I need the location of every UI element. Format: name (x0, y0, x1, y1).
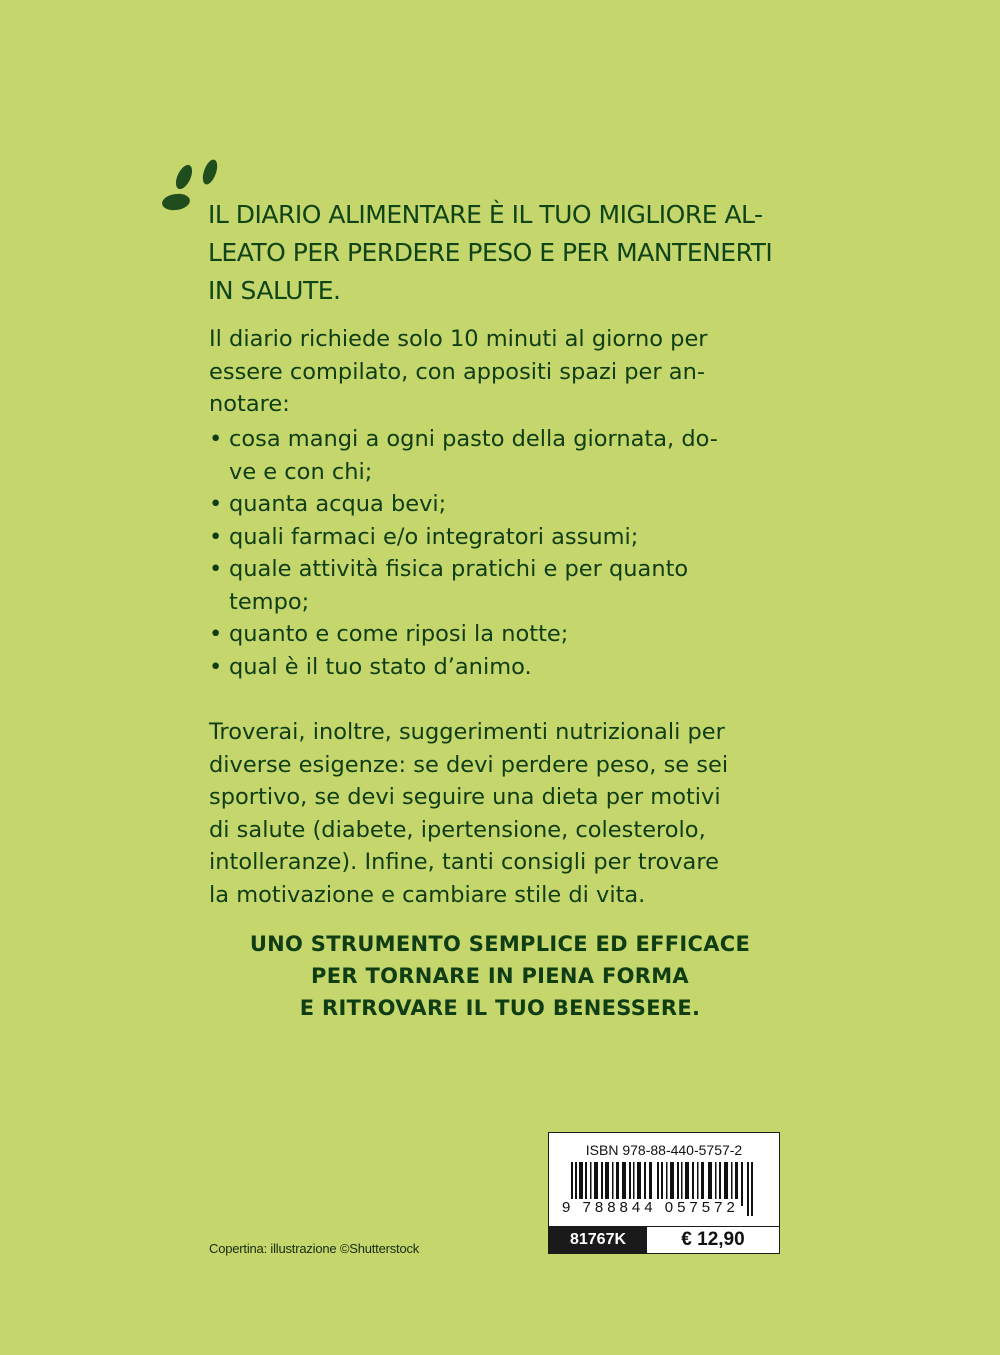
text-line: Troverai, inoltre, suggerimenti nutrizionali per (209, 719, 725, 745)
intro-paragraph (209, 323, 794, 421)
text-line: • quali farmaci e/o integratori assumi; (229, 523, 639, 550)
text-line: essere compilato, con appositi spazi per an- (209, 358, 705, 385)
isbn-label: ISBN 978-88-440-5757-2 (585, 1142, 743, 1158)
headline-line: IL DIARIO ALIMENTARE È IL TUO MIGLIORE AL- (208, 200, 763, 229)
text-line: la motivazione e cambiare stile di vita. (209, 881, 646, 908)
outro-paragraph (209, 716, 794, 911)
headline (208, 196, 788, 310)
text-line: • quale attività fisica pratichi e per quanto (229, 556, 689, 582)
text-line: intolleranze). Infine, tanti consigli per trovare (209, 849, 719, 875)
headline-line: LEATO PER PERDERE PESO E PER MANTENERTI (208, 238, 773, 267)
barcode-digits-text: 9 788844 057572 (562, 1199, 739, 1216)
headline-line: IN SALUTE. (208, 276, 341, 305)
list-item (209, 553, 799, 618)
text-line: ve e con chi; (229, 458, 373, 485)
feature-list (209, 423, 799, 683)
list-item (209, 423, 799, 488)
list-item (209, 488, 799, 521)
text-line: tempo; (229, 588, 310, 615)
barcode-digits (561, 1199, 740, 1216)
tagline-line: PER TORNARE IN PIENA FORMA (311, 964, 689, 988)
price-row (549, 1226, 779, 1253)
text-line: di salute (diabete, ipertensione, colesterolo, (209, 816, 706, 843)
price: € 12,90 (647, 1227, 779, 1253)
text-line: • quanta acqua bevi; (229, 491, 447, 517)
text-line: • qual è il tuo stato d’animo. (229, 653, 532, 680)
product-code: 81767K (549, 1227, 647, 1253)
tagline-line: UNO STRUMENTO SEMPLICE ED EFFICACE (249, 932, 751, 956)
list-item (209, 651, 799, 684)
list-item (209, 618, 799, 651)
text-line: diverse esigenze: se devi perdere peso, se sei (209, 751, 729, 778)
text-line: sportivo, se devi seguire una dieta per motivi (209, 784, 721, 810)
text-line: notare: (209, 391, 290, 417)
text-line: Il diario richiede solo 10 minuti al giorno per (209, 326, 708, 352)
tagline-line: E RITROVARE IL TUO BENESSERE. (299, 996, 701, 1020)
barcode-label (548, 1132, 780, 1254)
text-line: • cosa mangi a ogni pasto della giornata, do- (229, 426, 718, 452)
list-item (209, 521, 799, 554)
text-line: • quanto e come riposi la notte; (229, 621, 569, 647)
cover-credit: Copertina: illustrazione ©Shutterstock (209, 1241, 420, 1256)
tagline (200, 928, 800, 1024)
